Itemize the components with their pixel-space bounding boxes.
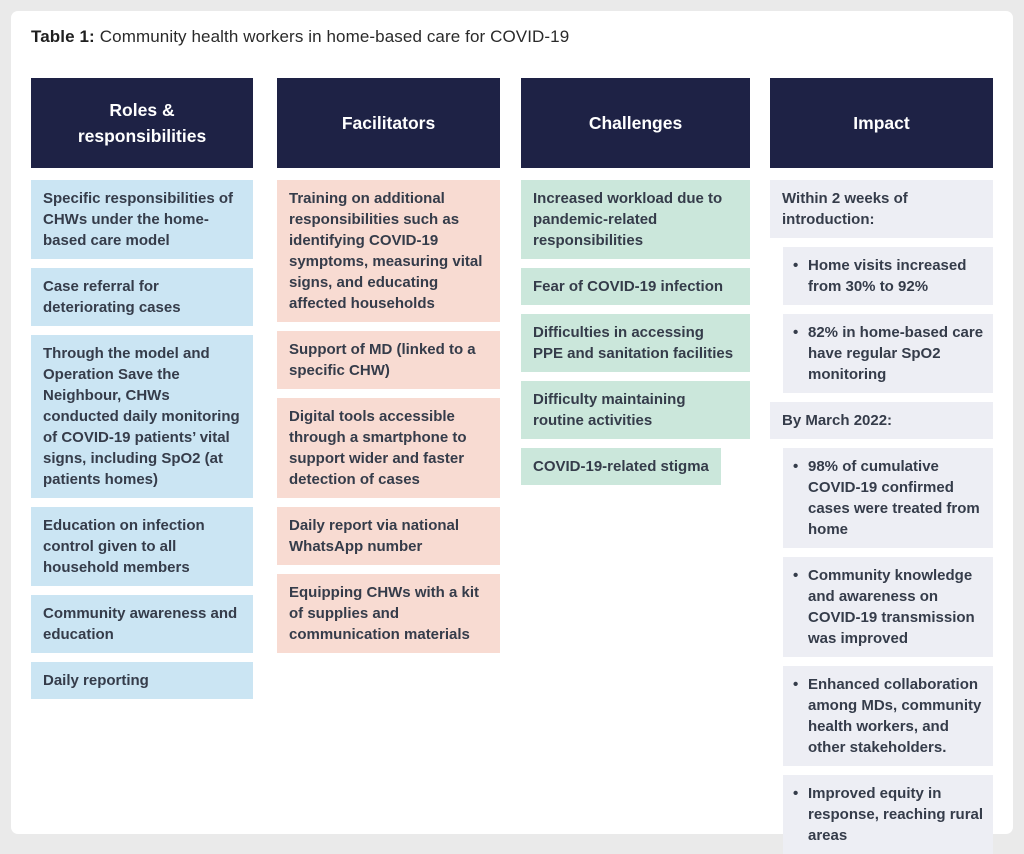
bullet-icon: • [793, 676, 799, 693]
impact-bullet-item [783, 775, 993, 854]
bullet-icon: • [793, 785, 799, 802]
impact-period-label: By March 2022: [770, 402, 993, 439]
roles-cell: Community awareness and education [31, 595, 253, 653]
challenges-cell: Fear of COVID-19 infection [521, 268, 750, 305]
roles-cell: Through the model and Operation Save the Neighbour, CHWs conducted daily monitoring of COVID-19 patients’ vital signs, including SpO2 (at patients homes) [31, 335, 253, 498]
facilitators-cell: Equipping CHWs with a kit of supplies and communication materials [277, 574, 500, 653]
column-header-impact: Impact [770, 78, 993, 168]
facilitators-cell: Support of MD (linked to a specific CHW) [277, 331, 500, 389]
facilitators-cell: Digital tools accessible through a smartphone to support wider and faster detection of cases [277, 398, 500, 498]
column-header-roles: Roles & responsibilities [31, 78, 253, 168]
column-facilitators [277, 78, 500, 653]
impact-bullet-item [783, 448, 993, 548]
impact-bullet-item [783, 314, 993, 393]
challenges-cell: Difficulties in accessing PPE and sanitation facilities [521, 314, 750, 372]
column-header-challenges: Challenges [521, 78, 750, 168]
roles-cell: Specific responsibilities of CHWs under the home-based care model [31, 180, 253, 259]
impact-bullet-item [783, 666, 993, 766]
roles-cell: Education on infection control given to all household members [31, 507, 253, 586]
facilitators-cell: Training on additional responsibilities such as identifying COVID-19 symptoms, measuring vital signs, and educating affected households [277, 180, 500, 322]
roles-cell: Daily reporting [31, 662, 253, 699]
table-title [31, 27, 569, 47]
column-challenges [521, 78, 750, 485]
column-roles [31, 78, 253, 699]
bullet-icon: • [793, 324, 799, 341]
bullet-icon: • [793, 567, 799, 584]
impact-bullet-item [783, 557, 993, 657]
impact-bullet-text: Home visits increased from 30% to 92% [808, 257, 967, 295]
roles-cell: Case referral for deteriorating cases [31, 268, 253, 326]
table-label: Table 1: [31, 27, 95, 46]
column-header-facilitators: Facilitators [277, 78, 500, 168]
impact-bullet-text: 98% of cumulative COVID-19 confirmed cases were treated from home [808, 458, 980, 538]
bullet-icon: • [793, 458, 799, 475]
impact-bullet-item [783, 247, 993, 305]
impact-bullet-text: Enhanced collaboration among MDs, community health workers, and other stakeholders. [808, 676, 982, 756]
table-figure [11, 11, 1013, 844]
impact-bullet-text: Improved equity in response, reaching rural areas [808, 785, 984, 844]
table-caption: Community health workers in home-based care for COVID-19 [99, 27, 570, 46]
challenges-cell: Difficulty maintaining routine activities [521, 381, 750, 439]
bullet-icon: • [793, 257, 799, 274]
facilitators-cell: Daily report via national WhatsApp number [277, 507, 500, 565]
challenges-cell: Increased workload due to pandemic-related responsibilities [521, 180, 750, 259]
impact-period-label: Within 2 weeks of introduction: [770, 180, 993, 238]
challenges-cell: COVID-19-related stigma [521, 448, 721, 485]
column-impact [770, 78, 993, 854]
impact-bullet-text: 82% in home-based care have regular SpO2 monitoring [808, 324, 984, 383]
impact-bullet-text: Community knowledge and awareness on COVID-19 transmission was improved [808, 567, 975, 647]
